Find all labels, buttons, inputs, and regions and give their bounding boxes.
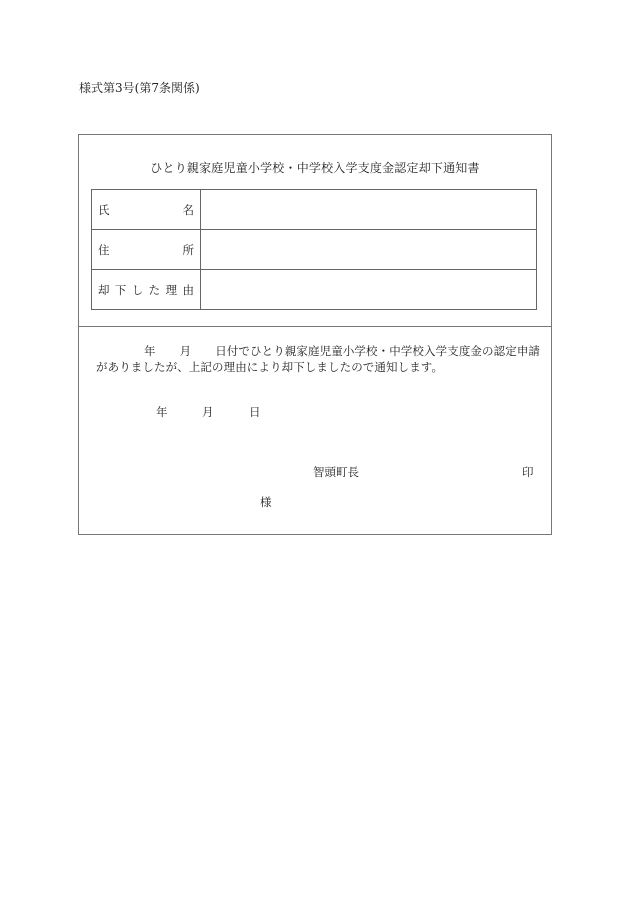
reason-label	[92, 270, 201, 310]
name-label	[92, 190, 201, 230]
address-value-field[interactable]	[201, 230, 537, 270]
notice-line-1-text: 日付でひとり親家庭児童小学校・中学校入学支度金の認定申請	[215, 344, 541, 358]
table-row-reason	[92, 270, 537, 310]
notice-text	[96, 343, 541, 375]
seal-mark: 印	[522, 465, 534, 479]
recipient-honorific: 様	[260, 495, 272, 509]
label-char: 却	[98, 282, 110, 297]
label-char: 下	[114, 282, 127, 297]
label-char: 氏	[98, 202, 110, 217]
info-table	[91, 189, 537, 310]
section-divider	[79, 326, 551, 327]
label-char: 所	[182, 242, 194, 257]
label-char: た	[148, 282, 161, 297]
table-row-address	[92, 230, 537, 270]
notice-form	[78, 134, 552, 535]
form-number: 様式第3号(第7条関係)	[79, 81, 200, 95]
label-char: 住	[98, 242, 110, 257]
notice-line-1	[96, 343, 541, 359]
issuer-title: 智頭町長	[313, 465, 359, 479]
notice-year: 年	[144, 344, 156, 358]
label-char: 理	[165, 282, 178, 297]
label-char: し	[131, 282, 144, 297]
table-row-name	[92, 190, 537, 230]
issue-month: 月	[202, 405, 214, 419]
document-title: ひとり親家庭児童小学校・中学校入学支度金認定却下通知書	[150, 161, 480, 175]
issue-year: 年	[156, 405, 168, 419]
label-char: 名	[182, 202, 194, 217]
issue-day: 日	[249, 405, 261, 419]
address-label	[92, 230, 201, 270]
name-value-field[interactable]	[201, 190, 537, 230]
reason-value-field[interactable]	[201, 270, 537, 310]
notice-line-2: がありましたが、上記の理由により却下しましたので通知します。	[96, 360, 444, 374]
label-char: 由	[182, 282, 194, 297]
notice-month: 月	[179, 344, 192, 358]
